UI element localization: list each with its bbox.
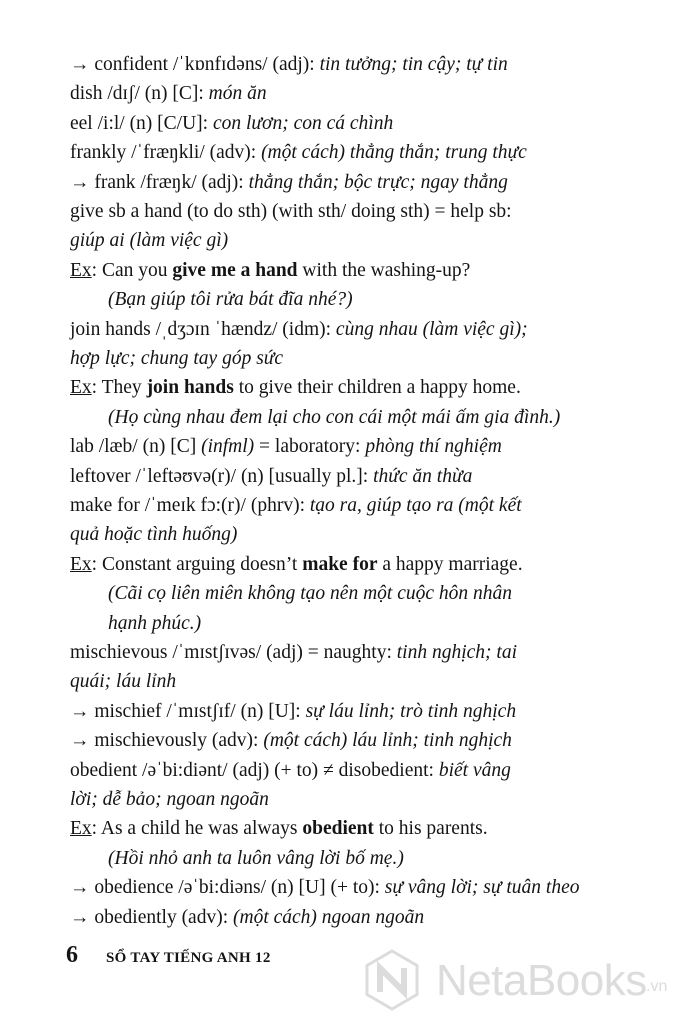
- entry-text: to his parents.: [373, 818, 488, 840]
- page-footer: [66, 942, 271, 972]
- entry-line: [70, 756, 682, 785]
- entry-line: [70, 315, 682, 344]
- vietnamese-meaning: (Họ cùng nhau đem lại cho con cái một mái ấm gia đình.): [108, 406, 561, 428]
- vietnamese-meaning: tin tưởng; tin cậy; tự tin: [319, 54, 508, 75]
- example-line: [70, 814, 682, 843]
- translation-line: [108, 609, 682, 638]
- highlighted-term: make for: [302, 553, 378, 575]
- vietnamese-meaning: biết vâng: [438, 759, 511, 781]
- entry-line: [70, 491, 682, 520]
- entry-text: = laboratory:: [254, 436, 366, 458]
- page-number: 6: [66, 942, 78, 968]
- entry-text: frankly /ˈfræŋkli/ (adv):: [70, 142, 262, 164]
- watermark-suffix: .vn: [646, 978, 668, 995]
- vietnamese-meaning: hạnh phúc.): [108, 612, 202, 634]
- entry-text: → obedience /əˈbi:diəns/ (n) [U] (+ to):: [70, 877, 385, 899]
- entry-text: → confident /ˈkɒnfɪdəns/ (adj):: [70, 54, 320, 75]
- entry-text: : They: [91, 377, 147, 399]
- entry-text: obedient /əˈbi:diənt/ (adj) (+ to) ≠ disobedient:: [70, 759, 439, 781]
- vietnamese-meaning: lời; dễ bảo; ngoan ngoãn: [70, 789, 269, 810]
- entry-line: [70, 903, 682, 932]
- vietnamese-meaning: phòng thí nghiệm: [365, 436, 502, 458]
- entry-line: [70, 109, 682, 138]
- entry-text: a happy marriage.: [377, 553, 523, 575]
- entry-text: with the washing-up?: [297, 259, 471, 281]
- entry-line: [70, 785, 682, 814]
- vietnamese-meaning: thức ăn thừa: [373, 465, 473, 487]
- vietnamese-meaning: (một cách) thẳng thắn; trung thực: [261, 142, 527, 164]
- netabooks-logo-icon: [360, 948, 424, 1012]
- example-label: Ex: [70, 818, 92, 840]
- translation-line: [108, 285, 682, 314]
- entry-text: : Constant arguing doesn’t: [91, 553, 303, 575]
- entry-line: [70, 726, 682, 755]
- example-label: Ex: [70, 377, 92, 399]
- vietnamese-meaning: con lươn; con cá chình: [212, 112, 394, 134]
- entry-text: eel /i:l/ (n) [C/U]:: [70, 112, 213, 134]
- entry-text: lab /læb/ (n) [C]: [70, 436, 202, 458]
- vietnamese-meaning: tạo ra, giúp tạo ra (một kết: [309, 495, 522, 516]
- translation-line: [108, 579, 682, 608]
- vietnamese-meaning: món ăn: [208, 83, 267, 105]
- translation-line: [108, 403, 682, 432]
- vietnamese-meaning: (Bạn giúp tôi rửa bát đĩa nhé?): [108, 289, 353, 311]
- vietnamese-meaning: (một cách) láu lỉnh; tinh nghịch: [263, 730, 512, 752]
- entry-line: [70, 667, 682, 696]
- vietnamese-meaning: cùng nhau (làm việc gì);: [335, 318, 528, 340]
- entry-line: [70, 873, 682, 902]
- entry-line: [70, 638, 682, 667]
- entry-line: [70, 197, 682, 226]
- vietnamese-meaning: hợp lực; chung tay góp sức: [70, 348, 284, 369]
- entry-line: [70, 50, 682, 79]
- vietnamese-meaning: thẳng thắn; bộc trực; ngay thẳng: [248, 171, 508, 193]
- vietnamese-meaning: quả hoặc tình huống): [70, 524, 238, 546]
- watermark: [360, 948, 690, 1020]
- entry-text: → obediently (adv):: [70, 906, 233, 928]
- entry-line: [70, 168, 682, 197]
- vietnamese-meaning: (Cãi cọ liên miên không tạo nên một cuộc hôn nhân: [108, 583, 513, 605]
- entry-line: [70, 79, 682, 108]
- example-line: [70, 256, 682, 285]
- entry-text: : Can you: [91, 259, 173, 281]
- vietnamese-meaning: tinh nghịch; tai: [396, 642, 517, 663]
- entry-line: [70, 344, 682, 373]
- entry-text: → frank /fræŋk/ (adj):: [70, 171, 249, 193]
- entry-text: to give their children a happy home.: [233, 377, 521, 399]
- vietnamese-meaning: (Hồi nhỏ anh ta luôn vâng lời bố mẹ.): [108, 847, 404, 869]
- translation-line: [108, 844, 682, 873]
- example-label: Ex: [70, 553, 92, 575]
- entry-text: leftover /ˈleftəʊvə(r)/ (n) [usually pl.]:: [70, 465, 374, 487]
- entry-line: [70, 432, 682, 461]
- entry-line: [70, 520, 682, 549]
- highlighted-term: give me a hand: [172, 259, 298, 281]
- highlighted-term: join hands: [146, 377, 234, 399]
- example-line: [70, 373, 682, 402]
- entry-text: dish /dɪʃ/ (n) [C]:: [70, 83, 209, 105]
- entry-text: mischievous /ˈmɪstʃɪvəs/ (adj) = naughty:: [70, 642, 397, 663]
- example-label: Ex: [70, 259, 92, 281]
- entry-text: → mischievously (adv):: [70, 730, 264, 752]
- vietnamese-meaning: (infml): [201, 436, 255, 458]
- entry-text: join hands /ˌdʒɔɪn ˈhændz/ (idm):: [70, 318, 336, 340]
- vietnamese-meaning: quái; láu lỉnh: [70, 671, 177, 693]
- example-line: [70, 550, 682, 579]
- entry-text: give sb a hand (to do sth) (with sth/ doing sth) = help sb:: [70, 201, 512, 222]
- vietnamese-meaning: giúp ai (làm việc gì): [70, 230, 229, 252]
- entry-text: → mischief /ˈmɪstʃɪf/ (n) [U]:: [70, 700, 306, 722]
- entry-line: [70, 138, 682, 167]
- watermark-brand: NetaBooks: [436, 956, 647, 1005]
- entry-line: [70, 226, 682, 255]
- entry-text: : As a child he was always: [91, 818, 303, 840]
- book-title: SỔ TAY TIẾNG ANH 12: [106, 950, 271, 966]
- entry-line: [70, 697, 682, 726]
- entry-line: [70, 462, 682, 491]
- highlighted-term: obedient: [302, 818, 374, 840]
- vietnamese-meaning: sự vâng lời; sự tuân theo: [384, 877, 580, 899]
- vietnamese-meaning: (một cách) ngoan ngoãn: [233, 906, 425, 928]
- entry-text: make for /ˈmeɪk fɔ:(r)/ (phrv):: [70, 495, 310, 516]
- vietnamese-meaning: sự láu lỉnh; trò tinh nghịch: [305, 700, 517, 722]
